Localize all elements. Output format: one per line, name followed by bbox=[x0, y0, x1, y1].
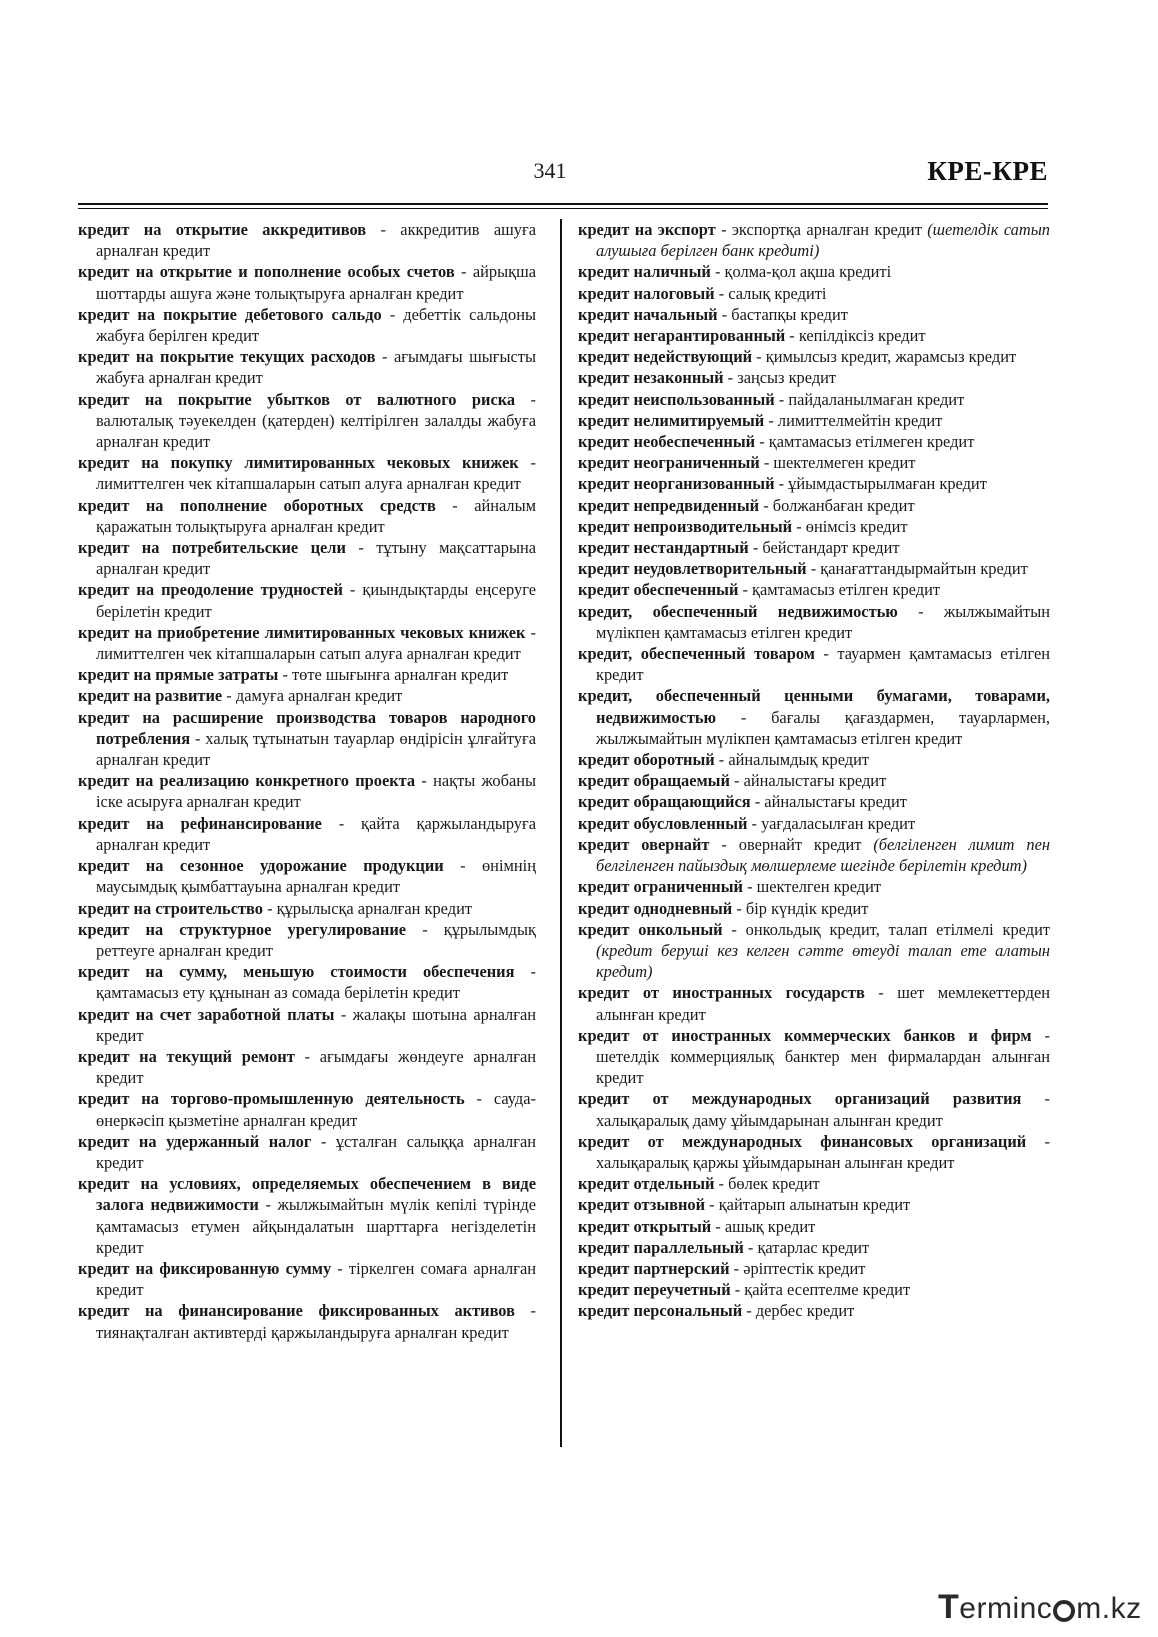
dictionary-entry bbox=[578, 452, 1050, 473]
watermark-circle-icon bbox=[1053, 1600, 1075, 1622]
entry-term: кредит на сезонное удорожание продукции bbox=[78, 856, 444, 876]
entry-term: кредит на экспорт bbox=[578, 220, 716, 239]
dictionary-entry bbox=[78, 1046, 536, 1088]
site-watermark bbox=[938, 1588, 1142, 1627]
entry-term: кредит на рефинансирование bbox=[78, 813, 322, 833]
entry-definition: - халықаралық қаржы ұйымдарынан алынған кредит bbox=[596, 1131, 1050, 1172]
dictionary-entry bbox=[578, 1025, 1050, 1089]
entry-term: кредит начальный bbox=[578, 304, 718, 324]
entry-term: кредит на счет заработной платы bbox=[78, 1004, 335, 1024]
dictionary-entry bbox=[78, 855, 536, 897]
dictionary-entry bbox=[78, 219, 536, 261]
dictionary-entry bbox=[578, 367, 1050, 388]
entry-term: кредит открытый bbox=[578, 1216, 712, 1236]
entry-note: (кредит беруші кез келген сәтте өтеуді талап ете алатын кредит) bbox=[596, 940, 1050, 982]
dictionary-entry bbox=[578, 1300, 1050, 1321]
dictionary-entry bbox=[78, 579, 536, 621]
dictionary-entry bbox=[578, 813, 1050, 834]
column-divider bbox=[560, 219, 562, 1447]
entry-term: кредит нелимитируемый bbox=[578, 410, 765, 430]
dictionary-entry bbox=[578, 219, 1050, 261]
entry-term: кредит недействующий bbox=[578, 347, 753, 367]
entry-definition: - айналыстағы кредит bbox=[729, 771, 887, 791]
entry-term: кредит на пополнение оборотных средств bbox=[78, 495, 436, 515]
entry-definition: - бағалы қағаздармен, тауарлармен, жылжымайтын мүлікпен қамтамасыз етілген кредит bbox=[596, 707, 1050, 748]
entry-definition: - жылжымайтын мүлікпен қамтамасыз етілген кредит bbox=[596, 601, 1050, 642]
entry-term: кредит на преодоление трудностей bbox=[78, 580, 343, 600]
entry-term: кредит на открытие аккредитивов bbox=[78, 220, 367, 239]
header-title: КРЕ-КРЕ bbox=[927, 156, 1048, 186]
entry-definition: - ашық кредит bbox=[711, 1216, 816, 1236]
dictionary-entry bbox=[578, 770, 1050, 791]
entry-definition: - жалақы шотына арналған кредит bbox=[96, 1004, 536, 1045]
dictionary-entry bbox=[78, 1173, 536, 1258]
entry-definition: - жылжымайтын мүлік кепілі түрінде қамтамасыз етумен айқындалатын шарттарға негізделетін кредит bbox=[96, 1195, 536, 1257]
dictionary-entry bbox=[78, 1131, 536, 1173]
dictionary-entry bbox=[578, 431, 1050, 452]
entry-term: кредит на покрытие текущих расходов bbox=[78, 347, 376, 367]
dictionary-entry bbox=[578, 537, 1050, 558]
entry-term: кредит отзывной bbox=[578, 1195, 706, 1215]
entry-term: кредит на условиях, определяемых обеспечением в виде залога недвижимости bbox=[78, 1174, 536, 1215]
dictionary-entry bbox=[578, 834, 1050, 876]
entry-definition: - қайта қаржыландыруға арналған кредит bbox=[96, 813, 537, 854]
dictionary-entry bbox=[78, 685, 536, 706]
entry-term: кредит обусловленный bbox=[578, 813, 748, 833]
entry-term: кредит отдельный bbox=[578, 1174, 715, 1194]
entry-definition: - шектелген кредит bbox=[743, 877, 882, 897]
entry-definition: - лимиттелген чек кітапшаларын сатып алуға арналған кредит bbox=[96, 453, 536, 494]
dictionary-entry bbox=[78, 622, 536, 664]
entry-definition: - кепілдіксіз кредит bbox=[785, 326, 926, 346]
dictionary-entry bbox=[78, 1004, 536, 1046]
entry-term: кредит наличный bbox=[578, 262, 711, 282]
dictionary-entry bbox=[78, 898, 536, 919]
dictionary-entry bbox=[578, 1088, 1050, 1130]
entry-definition: - шетелдік коммерциялық банктер мен фирмалардан алынған кредит bbox=[596, 1025, 1050, 1088]
entry-definition: - лимиттелмейтін кредит bbox=[764, 410, 943, 430]
entry-term: кредит персональный bbox=[578, 1301, 743, 1321]
entry-definition: - шектелмеген кредит bbox=[759, 453, 916, 473]
entry-definition: - қамтамасыз ету құнынан аз сомада берілетін кредит bbox=[96, 962, 536, 1003]
entry-term: кредит переучетный bbox=[578, 1280, 731, 1300]
entry-term: кредит негарантированный bbox=[578, 326, 786, 346]
entry-definition: - бір күндік кредит bbox=[732, 898, 869, 918]
entry-term: кредит неиспользованный bbox=[578, 389, 775, 409]
entry-term: кредит, обеспеченный недвижимостью bbox=[578, 601, 898, 621]
dictionary-entry bbox=[578, 982, 1050, 1024]
dictionary-entry bbox=[78, 1088, 536, 1130]
entry-definition: - қанағаттандырмайтын кредит bbox=[806, 559, 1028, 579]
dictionary-entry bbox=[578, 791, 1050, 812]
dictionary-entry bbox=[78, 1258, 536, 1300]
entry-note: (белгіленген лимит пен белгіленген пайыздық мөлшерлеме шегінде берілетін кредит) bbox=[596, 834, 1050, 876]
entry-definition: - тіркелген сомаға арналған кредит bbox=[96, 1258, 536, 1300]
dictionary-entry bbox=[578, 346, 1050, 367]
entry-definition: - қатарлас кредит bbox=[743, 1237, 870, 1257]
dictionary-entry bbox=[78, 495, 536, 537]
entry-term: кредит на расширение производства товаров народного потребления bbox=[78, 707, 536, 748]
entry-definition: - айналымдық кредит bbox=[714, 750, 870, 770]
entry-definition: - заңсыз кредит bbox=[723, 368, 837, 388]
dictionary-entry bbox=[78, 452, 536, 494]
entry-term: кредит необеспеченный bbox=[578, 432, 756, 452]
watermark-letter: T bbox=[938, 1588, 960, 1626]
dictionary-entry bbox=[78, 261, 536, 303]
header-rule-thin bbox=[78, 208, 1048, 209]
entry-term: кредит непроизводительный bbox=[578, 516, 793, 536]
entry-term: кредит на покрытие убытков от валютного риска bbox=[78, 389, 516, 409]
entry-definition: - ұйымдастырылмаған кредит bbox=[774, 474, 987, 494]
entry-definition: - ағымдағы жөндеуге арналған кредит bbox=[96, 1046, 537, 1088]
entry-definition: - лимиттелген чек кітапшаларын сатып алуға арналған кредит bbox=[96, 622, 536, 664]
entry-term: кредит на строительство bbox=[78, 898, 263, 918]
entry-definition: - онкольдық кредит, талап етілмелі кредит bbox=[722, 919, 1050, 939]
dictionary-entry bbox=[578, 601, 1050, 643]
dictionary-entry bbox=[578, 898, 1050, 919]
dictionary-entry bbox=[578, 325, 1050, 346]
dictionary-entry bbox=[578, 1194, 1050, 1215]
entry-definition: - қолма-қол ақша кредиті bbox=[710, 262, 892, 282]
entry-term: кредит неорганизованный bbox=[578, 474, 775, 494]
right-column bbox=[578, 219, 1050, 1322]
dictionary-entry bbox=[78, 707, 536, 771]
entry-term: кредит неограниченный bbox=[578, 453, 760, 473]
entry-term: кредит на финансирование фиксированных активов bbox=[78, 1301, 515, 1321]
dictionary-entry bbox=[578, 1131, 1050, 1173]
entry-definition: - валюталық тәуекелден (қатерден) келтірілген залалды жабуға арналған кредит bbox=[96, 389, 537, 452]
entry-term: кредит на структурное урегулирование bbox=[78, 919, 407, 939]
dictionary-entry bbox=[578, 495, 1050, 516]
entry-definition: - қиындықтарды еңсеруге берілетін кредит bbox=[96, 580, 536, 621]
entry-definition: - салық кредиті bbox=[714, 283, 827, 303]
header-rule bbox=[78, 203, 1048, 205]
entry-definition: - төте шығынға арналған кредит bbox=[278, 665, 509, 685]
entry-term: кредит налоговый bbox=[578, 283, 715, 303]
dictionary-entry bbox=[578, 283, 1050, 304]
entry-term: кредит на покрытие дебетового сальдо bbox=[78, 304, 382, 324]
entry-term: кредит, обеспеченный ценными бумагами, товарами, недвижимостью bbox=[578, 686, 1050, 727]
dictionary-entry bbox=[578, 516, 1050, 537]
dictionary-entry bbox=[578, 558, 1050, 579]
entry-definition: - ұсталған салыққа арналған кредит bbox=[96, 1131, 536, 1172]
entry-definition: - әріптестік кредит bbox=[729, 1258, 866, 1278]
entry-term: кредит от международных организаций развития bbox=[578, 1089, 1022, 1109]
entry-definition: - тауармен қамтамасыз етілген кредит bbox=[596, 644, 1050, 685]
entry-definition: - айналым қаражатын толықтыруға арналған кредит bbox=[96, 495, 536, 536]
entry-term: кредит обеспеченный bbox=[578, 580, 739, 600]
dictionary-entry bbox=[578, 685, 1050, 749]
dictionary-entry bbox=[578, 304, 1050, 325]
dictionary-entry bbox=[578, 410, 1050, 431]
entry-definition: - тиянақталған активтерді қаржыландыруға арналған кредит bbox=[96, 1301, 536, 1342]
dictionary-entry bbox=[578, 473, 1050, 494]
entry-definition: - қамтамасыз етілген кредит bbox=[738, 580, 941, 600]
entry-definition: - құрылымдық реттеуге арналған кредит bbox=[96, 919, 537, 960]
entry-definition: - қамтамасыз етілмеген кредит bbox=[755, 432, 975, 452]
entry-definition: - овернайт кредит bbox=[709, 834, 874, 854]
entry-term: кредит обращаемый bbox=[578, 771, 730, 791]
entry-definition: - тұтыну мақсаттарына арналған кредит bbox=[96, 538, 536, 579]
entry-term: кредит на прямые затраты bbox=[78, 665, 279, 685]
entry-definition: - өнімнің маусымдық қымбаттауына арналған кредит bbox=[96, 856, 536, 897]
left-column bbox=[78, 219, 536, 1343]
entry-term: кредит овернайт bbox=[578, 834, 710, 854]
dictionary-entry bbox=[78, 389, 536, 453]
entry-definition: - айналыстағы кредит bbox=[750, 792, 907, 812]
entry-definition: - дебеттік сальдоны жабуға берілген кредит bbox=[96, 304, 536, 346]
entry-term: кредит неудовлетворительный bbox=[578, 559, 807, 579]
entry-definition: - бөлек кредит bbox=[714, 1174, 820, 1194]
entry-definition: - аккредитив ашуға арналған кредит bbox=[96, 220, 536, 261]
entry-definition: - нақты жобаны іске асыруға арналған кредит bbox=[96, 771, 536, 812]
entry-term: кредит ограниченный bbox=[578, 877, 743, 897]
entry-term: кредит, обеспеченный товаром bbox=[578, 644, 815, 664]
page-number: 341 bbox=[533, 158, 567, 183]
entry-term: кредит оборотный bbox=[578, 750, 715, 770]
dictionary-entry bbox=[578, 876, 1050, 897]
entry-term: кредит на сумму, меньшую стоимости обеспечения bbox=[78, 962, 515, 982]
dictionary-entry bbox=[578, 1173, 1050, 1194]
dictionary-entry bbox=[578, 1216, 1050, 1237]
entry-term: кредит на торгово-промышленную деятельность bbox=[78, 1089, 465, 1109]
watermark-text-a: erminc bbox=[959, 1592, 1053, 1625]
entry-term: кредит партнерский bbox=[578, 1258, 730, 1278]
entry-definition: - пайдаланылмаған кредит bbox=[774, 389, 965, 409]
entry-term: кредит однодневный bbox=[578, 898, 733, 918]
entry-term: кредит на потребительские цели bbox=[78, 538, 346, 558]
entry-term: кредит на текущий ремонт bbox=[78, 1046, 295, 1066]
entry-term: кредит от иностранных государств bbox=[578, 983, 865, 1003]
dictionary-entry bbox=[78, 1300, 536, 1342]
entry-term: кредит от международных финансовых организаций bbox=[578, 1131, 1027, 1151]
entry-definition: - шет мемлекеттерден алынған кредит bbox=[596, 983, 1050, 1024]
entry-term: кредит на развитие bbox=[78, 686, 223, 706]
entry-definition: - уағдаласылған кредит bbox=[747, 813, 916, 833]
entry-term: кредит незаконный bbox=[578, 368, 724, 388]
entry-definition: - өнімсіз кредит bbox=[792, 516, 908, 536]
entry-definition: - бастапқы кредит bbox=[717, 304, 848, 324]
entry-term: кредит на открытие и пополнение особых счетов bbox=[78, 262, 455, 282]
entry-term: кредит параллельный bbox=[578, 1237, 744, 1257]
entry-term: кредит непредвиденный bbox=[578, 495, 760, 515]
dictionary-entry bbox=[578, 643, 1050, 685]
entry-term: кредит на удержанный налог bbox=[78, 1131, 312, 1151]
dictionary-entry bbox=[78, 346, 536, 388]
entry-definition: - қайтарып алынатын кредит bbox=[705, 1195, 911, 1215]
entry-term: кредит на реализацию конкретного проекта bbox=[78, 771, 416, 791]
entry-note: (шетелдік сатып алушыға берілген банк кредиті) bbox=[596, 220, 1050, 261]
entry-term: кредит на приобретение лимитированных чековых книжек bbox=[78, 622, 526, 642]
entry-definition: - экспортқа арналған кредит bbox=[715, 220, 928, 239]
dictionary-entry bbox=[578, 1237, 1050, 1258]
entry-definition: - қимылсыз кредит, жарамсыз кредит bbox=[752, 347, 1017, 367]
dictionary-entry bbox=[578, 1279, 1050, 1300]
entry-definition: - дамуға арналған кредит bbox=[222, 686, 403, 706]
watermark-text-b: m.kz bbox=[1076, 1592, 1142, 1625]
dictionary-entry bbox=[78, 770, 536, 812]
entry-term: кредит онкольный bbox=[578, 919, 723, 939]
entry-definition: - сауда-өнеркәсіп қызметіне арналған кредит bbox=[96, 1089, 536, 1130]
entry-definition: - болжанбаған кредит bbox=[759, 495, 915, 515]
dictionary-entry bbox=[78, 537, 536, 579]
dictionary-entry bbox=[578, 389, 1050, 410]
dictionary-entry bbox=[78, 664, 536, 685]
dictionary-entry bbox=[578, 261, 1050, 282]
entry-definition: - дербес кредит bbox=[742, 1301, 855, 1321]
entry-term: кредит на покупку лимитированных чековых книжек bbox=[78, 453, 519, 473]
entry-definition: - айрықша шоттарды ашуға және толықтыруға арналған кредит bbox=[96, 262, 536, 303]
entry-definition: - бейстандарт кредит bbox=[748, 538, 900, 558]
entry-term: кредит от иностранных коммерческих банков и фирм bbox=[578, 1025, 1032, 1045]
entry-term: кредит нестандартный bbox=[578, 538, 749, 558]
entry-term: кредит обращающийся bbox=[578, 792, 751, 812]
dictionary-entry bbox=[578, 1258, 1050, 1279]
dictionary-entry bbox=[578, 919, 1050, 983]
dictionary-entry bbox=[78, 304, 536, 346]
dictionary-entry bbox=[578, 579, 1050, 600]
dictionary-entry bbox=[78, 961, 536, 1003]
entry-term: кредит на фиксированную сумму bbox=[78, 1258, 332, 1278]
dictionary-entry bbox=[78, 813, 536, 855]
entry-definition: - құрылысқа арналған кредит bbox=[262, 898, 473, 918]
entry-definition: - қайта есептелме кредит bbox=[730, 1280, 911, 1300]
dictionary-entry bbox=[578, 749, 1050, 770]
entry-definition: - ағымдағы шығысты жабуға арналған кредит bbox=[96, 347, 536, 388]
dictionary-entry bbox=[78, 919, 536, 961]
entry-definition: - халық тұтынатын тауарлар өндірісін ұлғайтуға арналған кредит bbox=[96, 728, 536, 770]
entry-definition: - халықаралық даму ұйымдарынан алынған кредит bbox=[596, 1089, 1050, 1130]
